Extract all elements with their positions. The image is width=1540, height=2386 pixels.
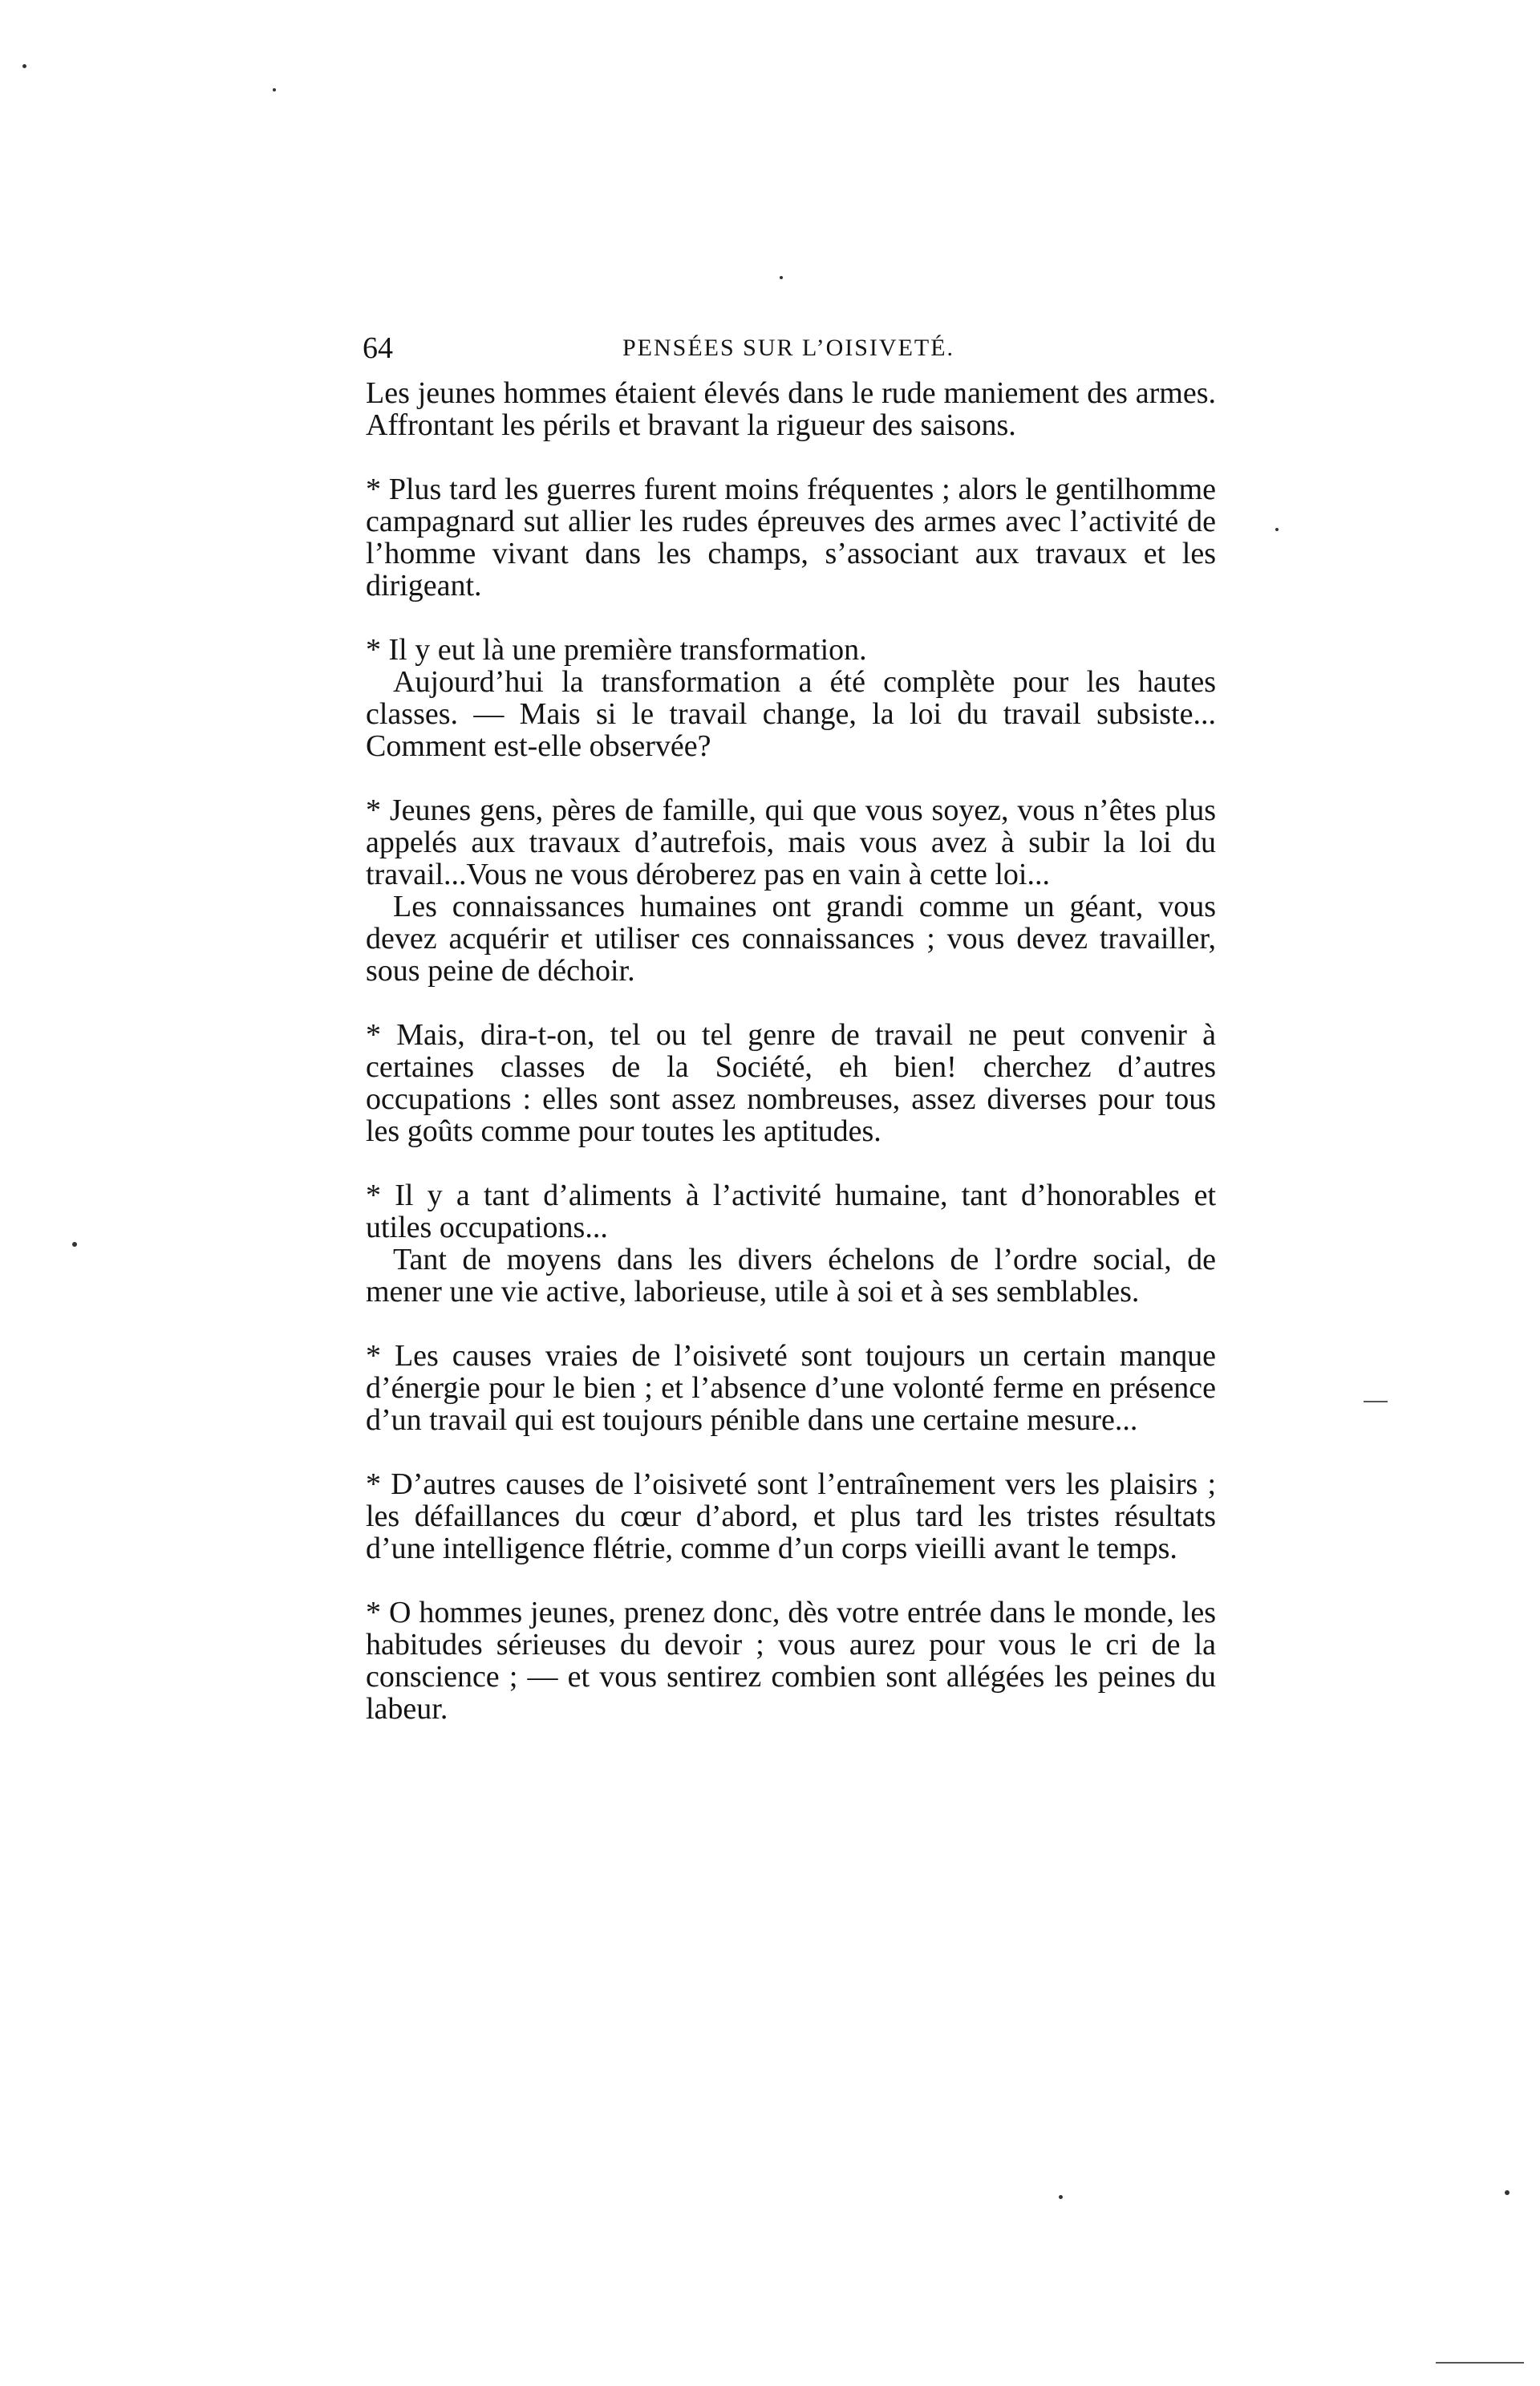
paragraph-5: * Jeunes gens, pères de famille, qui que vous soyez, vous n’êtes plus appelés aux travaux d’autrefois, mais vous avez à subir la loi du travail...Vous ne vous déroberez pas en vain à cette loi...: [366, 793, 1216, 891]
scan-speck: [273, 88, 276, 91]
scan-mark: [1364, 1401, 1388, 1402]
paragraph-8: * Il y a tant d’aliments à l’activité humaine, tant d’honorables et utiles occupations...: [366, 1179, 1216, 1244]
paragraph-3: * Il y eut là une première transformation.: [366, 633, 867, 667]
paragraph-7: * Mais, dira-t-on, tel ou tel genre de travail ne peut convenir à certaines classes de la Société, eh bien! cherchez d’autres occupations : elles sont assez nombreuses, assez diverses pour tous les goûts comme pour toutes les aptitudes.: [366, 1018, 1216, 1148]
scan-speck: [780, 276, 783, 279]
paragraph-11: * D’autres causes de l’oisiveté sont l’entraînement vers les plaisirs ; les défaillances du cœur d’abord, et plus tard les tristes résultats d’une intelligence flétrie, comme d’un corps vieilli avant le temps.: [366, 1467, 1216, 1565]
scan-speck: [22, 64, 26, 68]
paragraph-4: Aujourd’hui la transformation a été complète pour les hautes classes. — Mais si le travail change, la loi du travail subsiste... Comment est-elle observée?: [366, 665, 1216, 763]
running-title: PENSÉES SUR L’OISIVETÉ.: [622, 335, 955, 361]
paragraph-2: * Plus tard les guerres furent moins fréquentes ; alors le gentilhomme campagnard sut allier les rudes épreuves des armes avec l’activité de l’homme vivant dans les champs, s’associant aux travaux et les dirigeant.: [366, 473, 1216, 603]
scan-speck: [1059, 2195, 1063, 2199]
running-header: [363, 329, 1214, 367]
scan-mark: [1436, 2362, 1524, 2364]
scan-speck: [72, 1242, 77, 1247]
scan-speck: [1505, 2190, 1510, 2195]
paragraph-12: * O hommes jeunes, prenez donc, dès votre entrée dans le monde, les habitudes sérieuses du devoir ; vous aurez pour vous le cri de la conscience ; — et vous sentirez combien sont allégées les peines du labeur.: [366, 1596, 1216, 1726]
body-text: [366, 377, 1216, 1725]
paragraph-6: Les connaissances humaines ont grandi comme un géant, vous devez acquérir et utiliser ces connaissances ; vous devez travailler, sous peine de déchoir.: [366, 890, 1216, 988]
paragraph-1: Les jeunes hommes étaient élevés dans le rude maniement des armes. Affrontant les périls et bravant la rigueur des saisons.: [366, 376, 1216, 442]
page-number: 64: [363, 331, 393, 365]
paragraph-9: Tant de moyens dans les divers échelons de l’ordre social, de mener une vie active, laborieuse, utile à soi et à ses semblables.: [366, 1243, 1216, 1309]
scan-speck: [1275, 528, 1279, 531]
paragraph-10: * Les causes vraies de l’oisiveté sont toujours un certain manque d’énergie pour le bien ; et l’absence d’une volonté ferme en présence d’un travail qui est toujours pénible dans une certaine mesure...: [366, 1339, 1216, 1437]
